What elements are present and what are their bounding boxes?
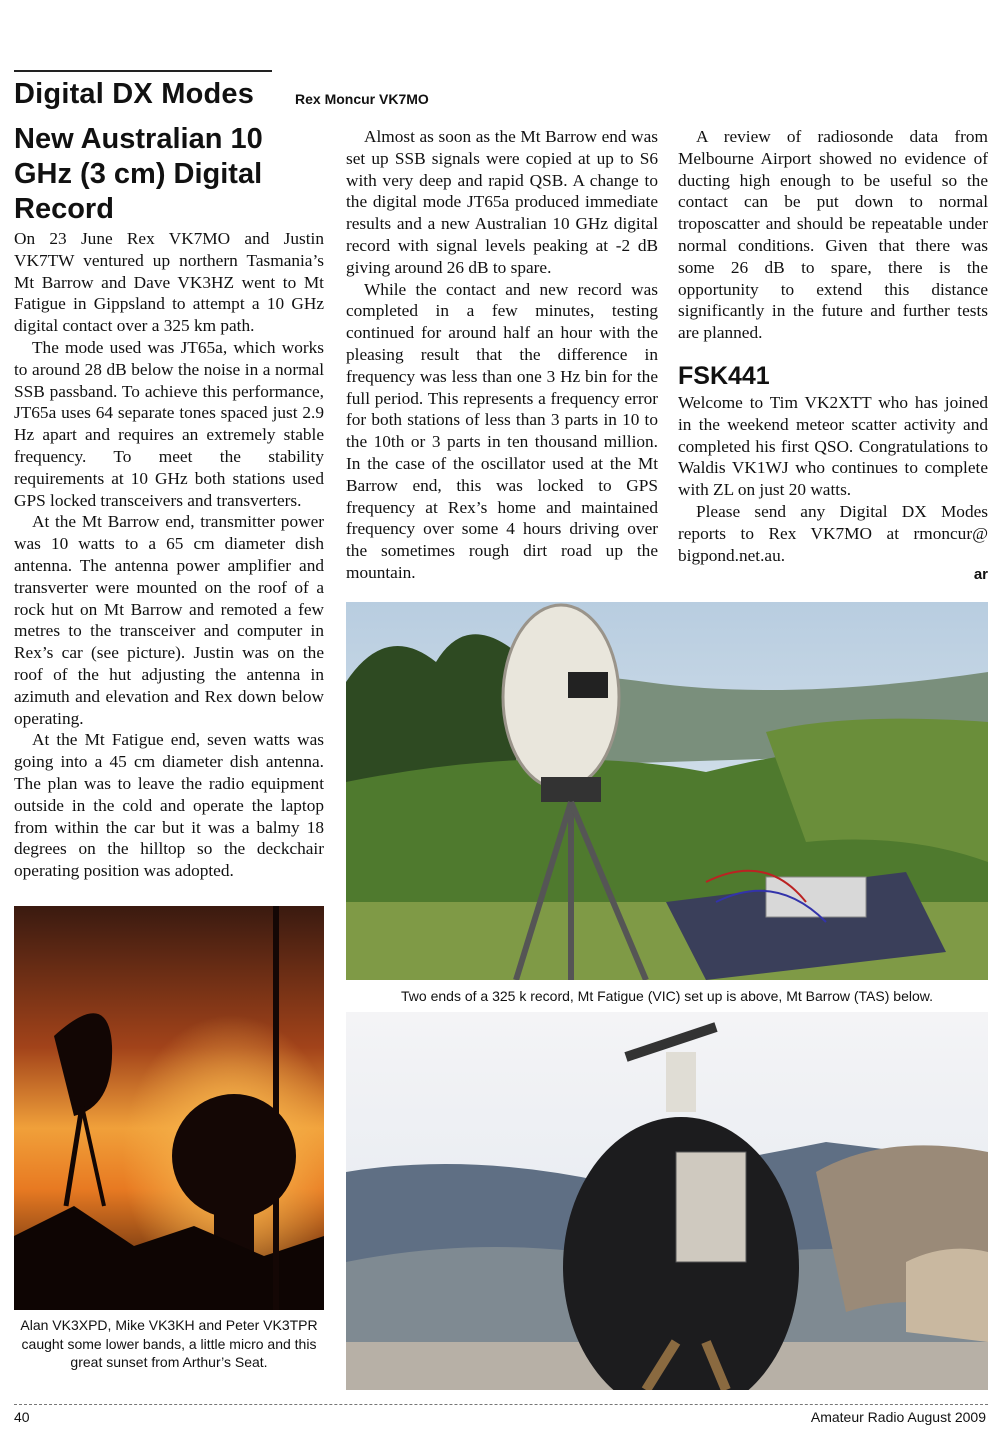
paragraph: A review of radiosonde data from Melbourne Airport showed no evidence of ducting high enough to be useful so the contact can be put down to normal troposcatter and should be repeatable under normal conditions. Given that there was some 26 dB to spare, there is the opportunity to extend this distance significantly in the future and further tests are planned. [678,127,988,343]
page-number: 40 [14,1409,30,1425]
sunset-caption: Alan VK3XPD, Mike VK3KH and Peter VK3TPR caught some lower bands, a little micro and this great sunset from Arthur’s Seat. [20,1317,318,1370]
paragraph: At the Mt Fatigue end, seven watts was going into a 45 cm diameter dish antenna. The plan was to leave the radio equipment outside in the cold and operate the laptop from within the car but it was a balmy 18 degrees on the hilltop so the deckchair operating position was adopted. [14,730,324,881]
article-headline: New Australian 10 GHz (3 cm) Digital Record [14,123,263,225]
paragraph: Please send any Digital DX Modes reports to Rex VK7MO at rmoncur@ bigpond.net.au. [678,501,988,565]
paragraph: Almost as soon as the Mt Barrow end was set up SSB signals were copied at up to S6 with very deep and rapid QSB. A change to the digital mode JT65a produced immediate results and a new Australian 10 GHz digital record with signal levels peaking at -2 dB giving around 26 dB to spare. [346,127,658,277]
mt-fatigue-caption: Two ends of a 325 k record, Mt Fatigue (VIC) set up is above, Mt Barrow (TAS) below. [401,988,933,1004]
footer-rule [14,1404,988,1405]
header-rule [14,70,272,72]
column-3 [678,126,988,584]
paragraph: The mode used was JT65a, which works to around 28 dB below the noise in a normal SSB passband. To achieve this performance, JT65a uses 64 separate tones spaced just 2.9 Hz apart and requires an extremely stable frequency. To meet the stability requirements at 10 GHz both stations used GPS locked transceivers and transverters. [14,337,324,510]
column-1 [14,228,324,882]
sunset-photo [14,906,324,1310]
column-2 [346,126,658,584]
mt-barrow-photo [346,1012,988,1390]
mt-fatigue-photo [346,602,988,980]
publication-footer: Amateur Radio August 2009 [810,1409,986,1425]
fsk441-heading: FSK441 [678,361,770,390]
paragraph: Welcome to Tim VK2XTT who has joined in the weekend meteor scatter activity and completed his first QSO. Congratulations to Waldis VK1WJ who continues to complete with ZL on just 20 watts. [678,392,988,500]
paragraph: At the Mt Barrow end, transmitter power was 10 watts to a 65 cm diameter dish antenna. The antenna power amplifier and transverter were mounted on the roof of a rock hut on Mt Barrow and remoted a few metres to the transceiver and computer in Rex’s car (see picture). Justin was on the roof of the hut adjusting the antenna in azimuth and elevation and Rex down below operating. [14,512,324,728]
byline: Rex Moncur VK7MO [295,91,429,107]
section-title: Digital DX Modes [14,78,255,110]
end-mark: ar [973,566,988,584]
paragraph: While the contact and new record was completed in a few minutes, testing continued for around half an hour with the pleasing result that the difference in frequency was less than one 3 Hz bin for the full period. This represents a frequency error for both stations of less than 3 parts in 10 to the 10th or 3 parts in ten thousand million. In the case of the oscillator used at the Mt Barrow end, this was locked to GPS frequency at Rex’s home and maintained frequency over some 4 hours driving over the sometimes rough dirt road up the mountain. [346,279,658,582]
paragraph: On 23 June Rex VK7MO and Justin VK7TW ventured up northern Tasmania’s Mt Barrow and Dave VK3HZ went to Mt Fatigue in Gippsland to attempt a 10 GHz digital contact over a 325 km path. [14,229,324,336]
